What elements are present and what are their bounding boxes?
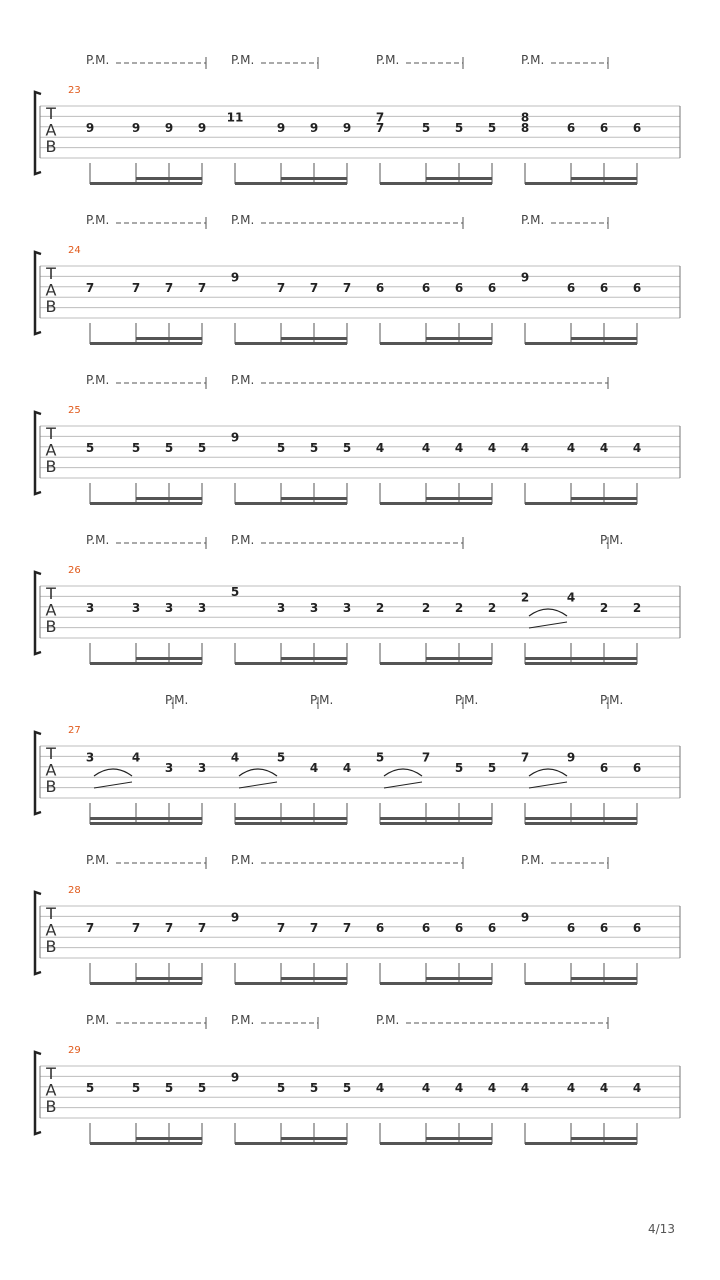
fret-number: 4: [632, 440, 642, 455]
beam-primary: [235, 662, 347, 665]
palm-mute-label: P.M.: [231, 1013, 255, 1027]
palm-mute-label: P.M.: [521, 53, 545, 67]
beam-primary: [235, 182, 347, 185]
beam-primary: [90, 982, 202, 985]
fret-number: 6: [632, 280, 642, 295]
palm-mute-label: P.M.: [231, 53, 255, 67]
fret-number: 9: [230, 1070, 240, 1085]
tab-system-26: [35, 533, 680, 665]
tab-clef-letter: A: [45, 920, 57, 940]
palm-mute-label: P.M.: [86, 1013, 110, 1027]
beam-secondary: [426, 977, 492, 980]
fret-number: 7: [197, 920, 207, 935]
fret-number: 5: [131, 1080, 141, 1095]
fret-number: 6: [566, 920, 576, 935]
fret-number: 4: [487, 1080, 497, 1095]
palm-mute-label: P.M.: [231, 213, 255, 227]
beam-primary: [525, 342, 637, 345]
fret-number: 5: [309, 440, 319, 455]
fret-number: 7: [197, 280, 207, 295]
fret-number: 3: [164, 600, 174, 615]
tab-system-29: [35, 1013, 680, 1145]
fret-number: 5: [487, 760, 497, 775]
fret-number: 2: [520, 590, 530, 605]
beam-secondary: [571, 177, 637, 180]
beam-secondary: [281, 977, 347, 980]
tie-arc: [529, 609, 567, 616]
beam-primary: [235, 982, 347, 985]
beam-primary: [525, 182, 637, 185]
beam-secondary: [136, 1137, 202, 1140]
tab-clef-letter: A: [45, 760, 57, 780]
fret-number: 9: [566, 750, 576, 765]
palm-mute-label: P.M.: [521, 853, 545, 867]
palm-mute-label: P.M.: [86, 533, 110, 547]
tab-system-28: [35, 853, 680, 985]
beam-secondary: [136, 657, 202, 660]
beam-secondary: [525, 657, 637, 660]
fret-number: 9: [230, 270, 240, 285]
tab-system-27: [35, 693, 680, 825]
beam-secondary: [281, 497, 347, 500]
tab-clef-letter: T: [46, 584, 56, 603]
beam-secondary: [281, 337, 347, 340]
fret-number: 7: [164, 280, 174, 295]
fret-number: 7: [85, 920, 95, 935]
fret-number: 7: [164, 920, 174, 935]
beam-secondary: [281, 1137, 347, 1140]
palm-mute-label: P.M.: [600, 533, 624, 547]
fret-number: 4: [454, 1080, 464, 1095]
fret-number: 5: [454, 760, 464, 775]
fret-number: 3: [197, 760, 207, 775]
beam-primary: [90, 502, 202, 505]
fret-number: 7: [131, 920, 141, 935]
fret-number: 9: [276, 120, 286, 135]
fret-number: 3: [164, 760, 174, 775]
fret-number: 3: [342, 600, 352, 615]
fret-number: 6: [375, 920, 385, 935]
fret-number: 6: [375, 280, 385, 295]
fret-number: 5: [164, 440, 174, 455]
fret-number: 4: [566, 440, 576, 455]
tab-system-24: [35, 213, 680, 345]
fret-number: 6: [632, 120, 642, 135]
beam-secondary: [426, 177, 492, 180]
fret-number: 6: [632, 920, 642, 935]
fret-number: 8: [520, 110, 530, 125]
fret-number: 9: [164, 120, 174, 135]
fret-number: 6: [599, 920, 609, 935]
fret-number: 5: [230, 585, 240, 600]
tab-clef-letter: A: [45, 280, 57, 300]
beam-secondary: [281, 657, 347, 660]
fret-number: 7: [309, 280, 319, 295]
fret-number: 5: [164, 1080, 174, 1095]
fret-number: 5: [276, 1080, 286, 1095]
fret-number: 3: [85, 750, 95, 765]
fret-number: 4: [421, 1080, 431, 1095]
fret-number: 3: [276, 600, 286, 615]
tie-arc: [239, 769, 277, 776]
palm-mute-label: P.M.: [231, 373, 255, 387]
tab-clef-letter: B: [45, 617, 57, 636]
beam-primary: [380, 502, 492, 505]
fret-number: 9: [85, 120, 95, 135]
fret-number: 6: [487, 280, 497, 295]
fret-number: 5: [276, 750, 286, 765]
beam-primary: [235, 502, 347, 505]
fret-number: 9: [230, 430, 240, 445]
beam-primary: [380, 1142, 492, 1145]
measure-number: 27: [68, 725, 81, 736]
fret-number: 4: [520, 1080, 530, 1095]
fret-number: 6: [487, 920, 497, 935]
beam-secondary: [426, 1137, 492, 1140]
beam-primary: [90, 822, 202, 825]
tab-system-23: [35, 53, 680, 185]
beam-secondary: [380, 817, 492, 820]
fret-number: 4: [454, 440, 464, 455]
fret-number: 2: [375, 600, 385, 615]
beam-primary: [525, 502, 637, 505]
fret-number: 7: [375, 120, 385, 135]
fret-number: 2: [421, 600, 431, 615]
fret-number: 6: [566, 120, 576, 135]
palm-mute-label: P.M.: [376, 1013, 400, 1027]
fret-number: 4: [342, 760, 352, 775]
tab-clef-letter: T: [46, 424, 56, 443]
fret-number: 5: [454, 120, 464, 135]
measure-number: 26: [68, 565, 81, 576]
fret-number: 7: [375, 110, 385, 125]
palm-mute-label: P.M.: [86, 53, 110, 67]
fret-number: 6: [599, 120, 609, 135]
tab-clef-letter: B: [45, 137, 57, 156]
fret-number: 7: [276, 920, 286, 935]
fret-number: 6: [421, 920, 431, 935]
beam-secondary: [525, 817, 637, 820]
fret-number: 7: [131, 280, 141, 295]
tie-arc: [384, 769, 422, 776]
fret-number: 7: [421, 750, 431, 765]
palm-mute-label: P.M.: [455, 693, 479, 707]
fret-number: 9: [342, 120, 352, 135]
palm-mute-label: P.M.: [86, 853, 110, 867]
beam-primary: [380, 662, 492, 665]
fret-number: 4: [131, 750, 141, 765]
tab-clef-letter: B: [45, 1097, 57, 1116]
beam-secondary: [136, 977, 202, 980]
measure-number: 28: [68, 885, 81, 896]
fret-number: 7: [276, 280, 286, 295]
fret-number: 2: [632, 600, 642, 615]
fret-number: 5: [131, 440, 141, 455]
tie-arc: [94, 769, 132, 776]
beam-secondary: [426, 337, 492, 340]
fret-number: 4: [309, 760, 319, 775]
fret-number: 6: [599, 760, 609, 775]
beam-primary: [380, 982, 492, 985]
fret-number: 7: [85, 280, 95, 295]
beam-secondary: [90, 817, 202, 820]
palm-mute-label: P.M.: [231, 533, 255, 547]
beam-secondary: [571, 497, 637, 500]
beam-secondary: [136, 177, 202, 180]
tab-clef-letter: A: [45, 440, 57, 460]
palm-mute-label: P.M.: [165, 693, 189, 707]
fret-number: 9: [309, 120, 319, 135]
fret-number: 7: [520, 750, 530, 765]
fret-number: 9: [131, 120, 141, 135]
tie-arc: [529, 769, 567, 776]
fret-number: 4: [375, 1080, 385, 1095]
beam-primary: [235, 342, 347, 345]
fret-number: 5: [85, 1080, 95, 1095]
tab-clef-letter: A: [45, 600, 57, 620]
beam-primary: [235, 822, 347, 825]
measure-number: 29: [68, 1045, 81, 1056]
fret-number: 5: [375, 750, 385, 765]
tab-clef-letter: T: [46, 104, 56, 123]
fret-number: 3: [197, 600, 207, 615]
beam-primary: [235, 1142, 347, 1145]
beam-secondary: [426, 657, 492, 660]
beam-secondary: [426, 497, 492, 500]
fret-number: 4: [375, 440, 385, 455]
page-number: 4/13: [648, 1222, 675, 1236]
palm-mute-label: P.M.: [600, 693, 624, 707]
palm-mute-label: P.M.: [86, 373, 110, 387]
beam-secondary: [571, 337, 637, 340]
fret-number: 6: [599, 280, 609, 295]
fret-number: 4: [230, 750, 240, 765]
tab-clef-letter: B: [45, 937, 57, 956]
palm-mute-label: P.M.: [521, 213, 545, 227]
beam-secondary: [136, 497, 202, 500]
fret-number: 6: [454, 920, 464, 935]
fret-number: 3: [131, 600, 141, 615]
fret-number: 2: [487, 600, 497, 615]
fret-number: 6: [632, 760, 642, 775]
fret-number: 9: [230, 910, 240, 925]
fret-number: 5: [197, 440, 207, 455]
tab-clef-letter: B: [45, 777, 57, 796]
fret-number: 5: [276, 440, 286, 455]
beam-primary: [90, 182, 202, 185]
palm-mute-label: P.M.: [231, 853, 255, 867]
beam-secondary: [235, 817, 347, 820]
beam-secondary: [571, 977, 637, 980]
beam-primary: [380, 822, 492, 825]
measure-number: 25: [68, 405, 81, 416]
tab-system-25: [35, 373, 680, 505]
beam-primary: [525, 822, 637, 825]
fret-number: 7: [342, 920, 352, 935]
palm-mute-label: P.M.: [376, 53, 400, 67]
tab-clef-letter: T: [46, 1064, 56, 1083]
fret-number: 7: [342, 280, 352, 295]
fret-number: 3: [85, 600, 95, 615]
measure-number: 24: [68, 245, 81, 256]
fret-number: 4: [599, 1080, 609, 1095]
tab-clef-letter: B: [45, 297, 57, 316]
palm-mute-label: P.M.: [86, 213, 110, 227]
fret-number: 5: [421, 120, 431, 135]
fret-number: 6: [454, 280, 464, 295]
tab-clef-letter: T: [46, 744, 56, 763]
beam-primary: [90, 342, 202, 345]
beam-primary: [525, 1142, 637, 1145]
palm-mute-label: P.M.: [310, 693, 334, 707]
fret-number: 6: [421, 280, 431, 295]
beam-secondary: [571, 1137, 637, 1140]
fret-number: 5: [342, 440, 352, 455]
fret-number: 9: [520, 910, 530, 925]
fret-number: 11: [226, 110, 244, 125]
tab-clef-letter: B: [45, 457, 57, 476]
measure-number: 23: [68, 85, 81, 96]
fret-number: 5: [487, 120, 497, 135]
beam-primary: [380, 182, 492, 185]
fret-number: 5: [342, 1080, 352, 1095]
fret-number: 5: [85, 440, 95, 455]
beam-secondary: [281, 177, 347, 180]
beam-primary: [90, 1142, 202, 1145]
beam-primary: [525, 662, 637, 665]
fret-number: 4: [520, 440, 530, 455]
fret-number: 4: [599, 440, 609, 455]
fret-number: 6: [566, 280, 576, 295]
fret-number: 4: [632, 1080, 642, 1095]
tab-clef-letter: A: [45, 120, 57, 140]
beam-primary: [380, 342, 492, 345]
beam-secondary: [136, 337, 202, 340]
fret-number: 9: [197, 120, 207, 135]
tab-clef-letter: T: [46, 904, 56, 923]
fret-number: 4: [566, 590, 576, 605]
fret-number: 7: [309, 920, 319, 935]
fret-number: 4: [566, 1080, 576, 1095]
fret-number: 3: [309, 600, 319, 615]
fret-number: 8: [520, 120, 530, 135]
beam-primary: [90, 662, 202, 665]
fret-number: 9: [520, 270, 530, 285]
tab-clef-letter: A: [45, 1080, 57, 1100]
fret-number: 2: [599, 600, 609, 615]
fret-number: 4: [421, 440, 431, 455]
fret-number: 5: [309, 1080, 319, 1095]
tab-clef-letter: T: [46, 264, 56, 283]
fret-number: 4: [487, 440, 497, 455]
beam-primary: [525, 982, 637, 985]
fret-number: 2: [454, 600, 464, 615]
fret-number: 5: [197, 1080, 207, 1095]
